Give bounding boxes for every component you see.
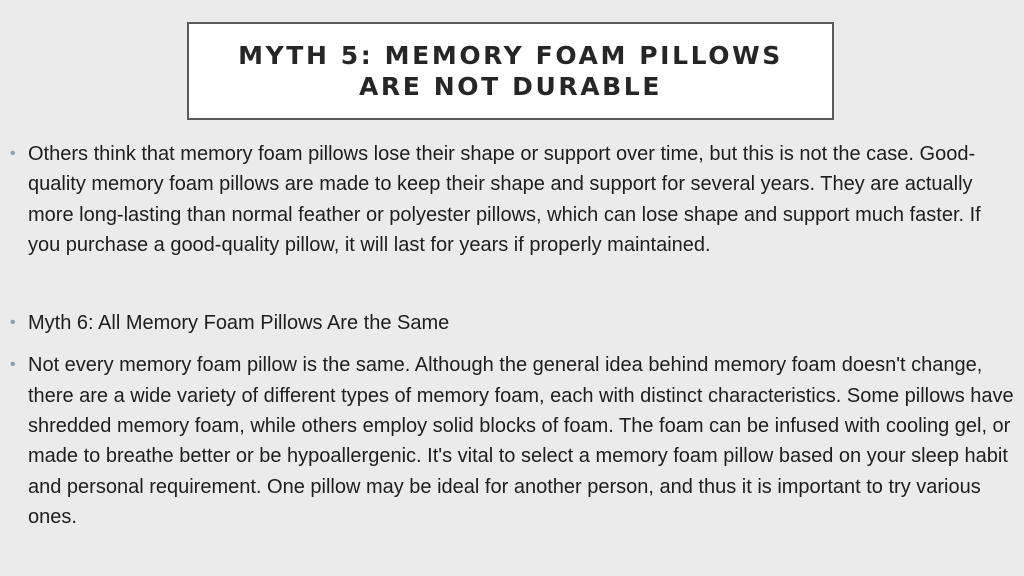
bullet-text: Others think that memory foam pillows lose their shape or support over time, but this is not the case. Good-quality memory foam pillows are made to keep their shape and support for several years. They are actually more long-lasting than normal feather or polyester pillows, which can lose shape and support much faster. If you purchase a good-quality pillow, it will last for years if properly maintained. <box>28 143 981 256</box>
bullet-list <box>10 139 1015 532</box>
bullet-text: Not every memory foam pillow is the same. Although the general idea behind memory foam doesn't change, there are a wide variety of different types of memory foam, each with distinct characteristics. Some pillows have shredded memory foam, while others employ solid blocks of foam. The foam can be infused with cooling gel, or made to breathe better or be hypoallergenic. It's vital to select a memory foam pillow based on your sleep habit and personal requirement. One pillow may be ideal for another person, and thus it is important to try various ones. <box>28 354 1014 528</box>
title-box <box>187 22 834 120</box>
bullet-item-myth6-heading <box>10 308 1015 338</box>
bullet-marker: • <box>10 145 16 162</box>
bullet-marker: • <box>10 356 16 374</box>
title-line-2: ARE NOT DURABLE <box>358 72 663 101</box>
slide-title <box>228 40 793 102</box>
bullet-item-myth6-explanation <box>10 350 1015 532</box>
bullet-text: Myth 6: All Memory Foam Pillows Are the Same <box>28 312 450 335</box>
title-line-1: MYTH 5: MEMORY FOAM PILLOWS <box>238 41 783 70</box>
bullet-item-myth5-explanation <box>10 139 1015 260</box>
bullet-marker: • <box>10 314 16 332</box>
